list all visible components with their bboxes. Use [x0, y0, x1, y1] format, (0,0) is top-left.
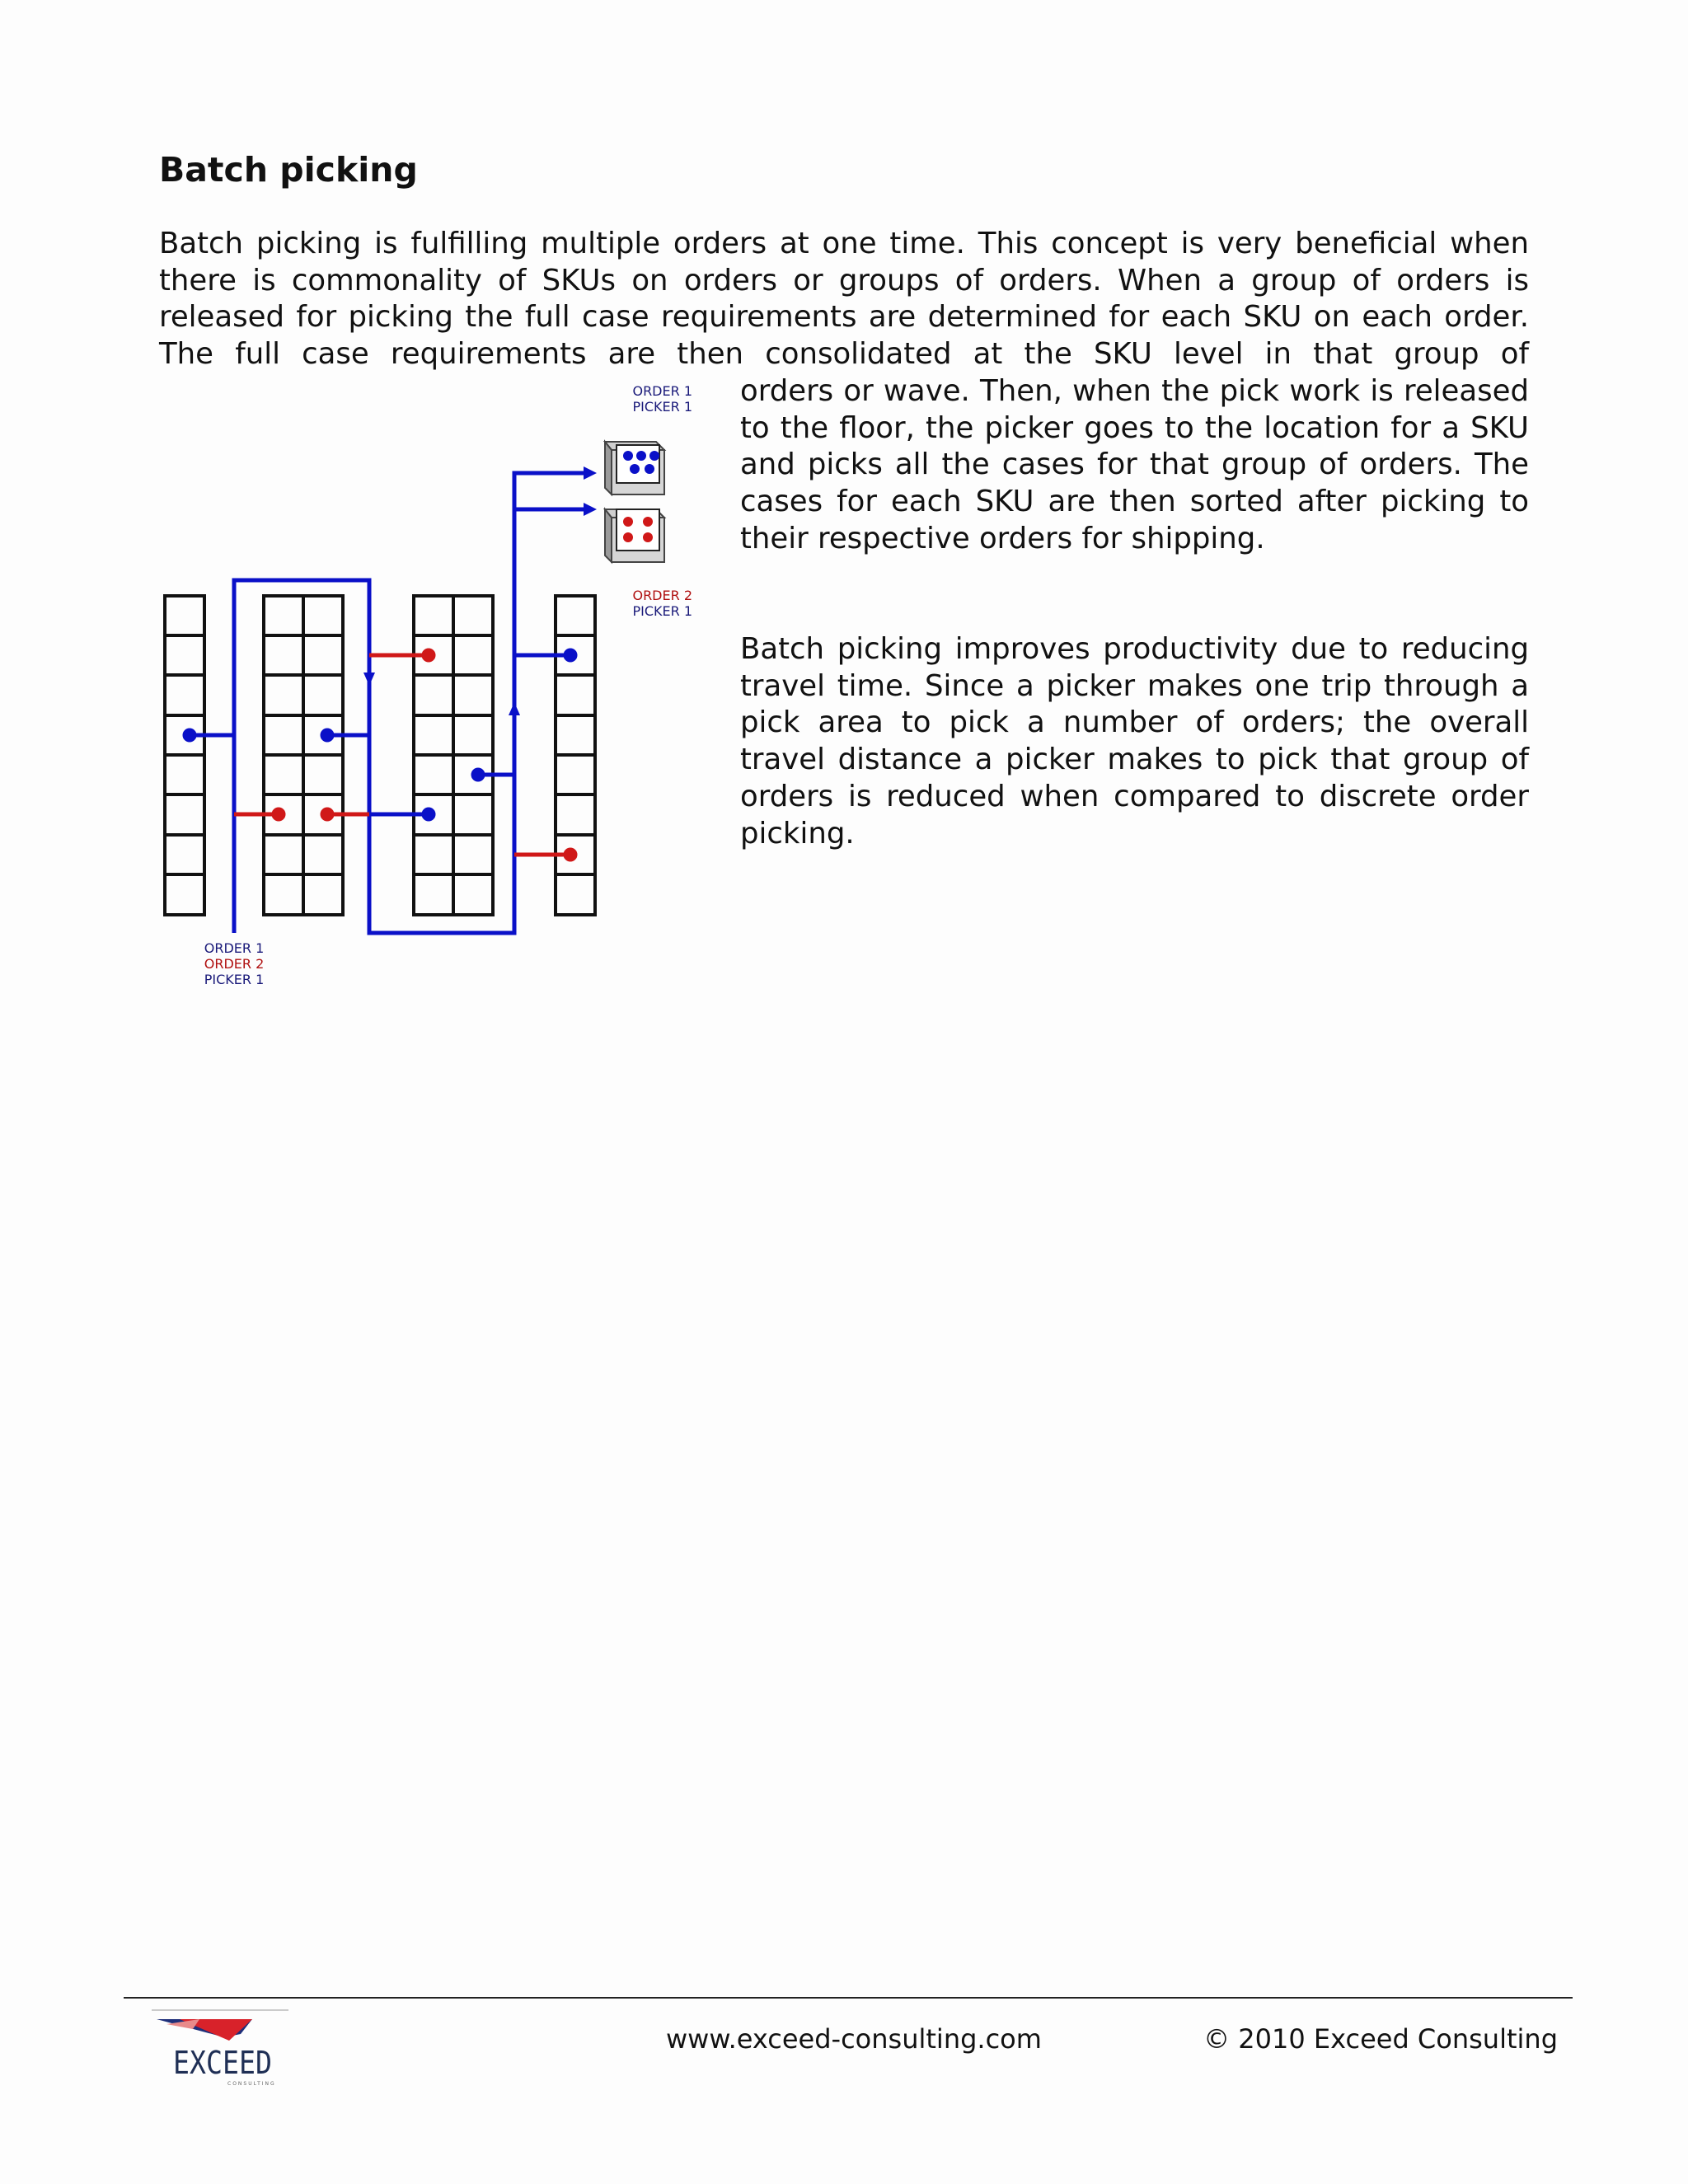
route-arrow-to-order1	[584, 466, 597, 480]
logo-subtext: CONSULTING	[227, 2081, 276, 2087]
label-order1-bottom: ORDER 1	[204, 940, 265, 956]
exceed-logo	[150, 2008, 298, 2090]
label-order2-mid: ORDER 2	[632, 588, 692, 603]
label-picker1-top: PICKER 1	[632, 399, 692, 415]
rack-column-3	[414, 596, 493, 915]
paragraph-1-top: Batch picking is fulfilling multiple orders at one time. This concept is very beneficial when there is commonality of SKUs on orders or groups of orders. When a group of orders is released for picking the full case requirements are determined for each SKU on each order. The full case requirements are then consolidated at the SKU level in that group of	[159, 227, 1529, 372]
section-heading: Batch picking	[159, 150, 418, 190]
rack-column-2	[264, 596, 343, 915]
route-arrow-down	[363, 673, 375, 686]
label-order2-bottom: ORDER 2	[204, 956, 265, 972]
rack-column-4	[556, 596, 595, 915]
footer-url: www.exceed-consulting.com	[666, 2023, 1042, 2055]
label-picker1-bottom: PICKER 1	[204, 972, 265, 987]
paragraph-1-wrap: orders or wave. Then, when the pick work is released to the floor, the picker goes to the location for a SKU and picks all the cases for that group of orders. The cases for each SKU are then sorted after picking to their respective orders for shipping.	[740, 374, 1529, 555]
order-2-tote	[605, 509, 664, 562]
footer-divider	[124, 1997, 1573, 1999]
route-arrow-up	[509, 702, 520, 715]
rack-column-1	[165, 596, 204, 915]
footer-copyright: © 2010 Exceed Consulting	[1203, 2023, 1558, 2055]
label-order1-top: ORDER 1	[632, 383, 692, 399]
batch-picking-diagram	[157, 379, 717, 997]
route-arrow-to-order2	[584, 503, 597, 516]
logo-wordmark: EXCEED	[173, 2045, 272, 2081]
order-1-picks	[185, 650, 575, 819]
label-picker1-mid: PICKER 1	[632, 603, 692, 619]
order-1-tote	[605, 442, 664, 494]
paragraph-2: Batch picking improves productivity due to reducing travel time. Since a picker makes one trip through a pick area to pick a number of orders; the overall travel distance a picker makes to pick that group of orders is reduced when compared to discrete order picking.	[740, 632, 1529, 851]
